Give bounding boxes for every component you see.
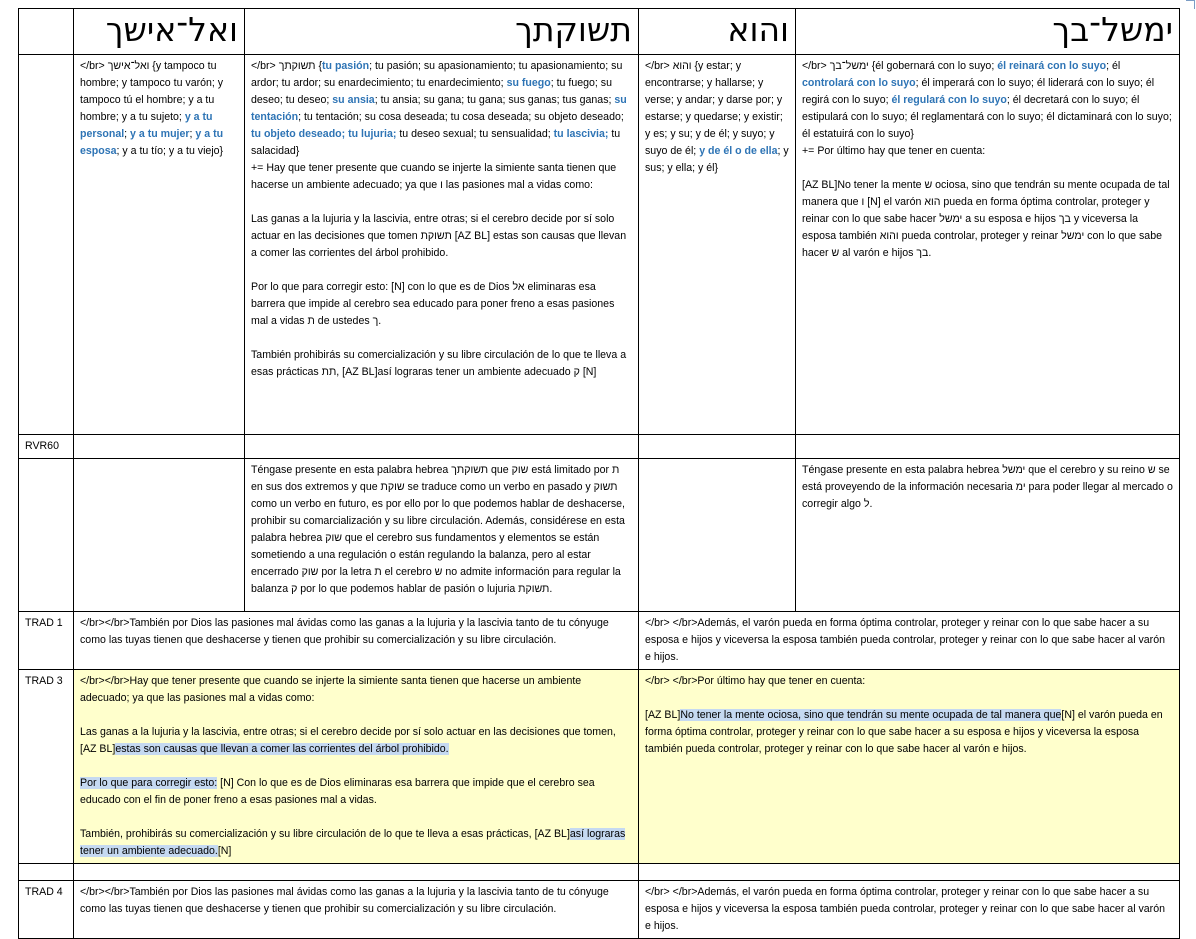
definition-cell-1[interactable]: [74, 55, 245, 435]
emphasized-meaning: y a tu esposa: [80, 128, 224, 157]
row-label-trad4: TRAD 4: [19, 881, 74, 939]
emphasized-meaning: controlará con lo suyo: [802, 77, 916, 89]
highlighted-text: estas son causas que llevan a comer las corrientes del árbol prohibido.: [115, 743, 449, 755]
trad3-left-paragraph-2: Las ganas a la lujuria y la lascivia, entre otras; si el cerebro decide por sí solo actuar en las decisiones que tomen, [AZ BL]estas son causas que llevan a comer las corrientes del árbol prohibido.: [80, 726, 616, 755]
trad4-left-cell[interactable]: </br></br>También por Dios las pasiones mal ávidas como las ganas a la lujuria y la lascivia tanto de tu cónyuge como las tuyas tienen que deshacerse y tienen que prohibir su comercialización y su libre circulación.: [74, 881, 639, 939]
notes-cell-2[interactable]: [245, 459, 639, 612]
notes-cell-1[interactable]: [74, 459, 245, 612]
blank-left-cell[interactable]: [74, 864, 639, 881]
notes-row: [19, 459, 1180, 612]
commentary-paragraph-6: [AZ BL]No tener la mente ש ociosa, sino que tendrán su mente ocupada de tal manera que ו [N] el varón הוא pueda en forma óptima controlar, proteger y reinar con lo que sabe hacer ימשל a su esposa e hijos בך y viceversa la esposa también והוא pueda controlar, proteger y reinar ימשל con lo que sabe hacer ש al varón e hijos בך.: [802, 179, 1170, 259]
definition-cell-2[interactable]: [245, 55, 639, 435]
emphasized-meaning: él reinará con lo suyo: [997, 60, 1107, 72]
interlinear-table: [18, 8, 1180, 939]
rvr60-cell-4[interactable]: [796, 435, 1180, 459]
definition-text-3: </br> והוא {y estar; y encontrarse; y hallarse; y verse; y andar; y darse por; y estarse; y quedarse; y existir; y es; y su; y de él; y suyo; y suyo de él; y de él o de ella; y sus; y ella; y él}: [645, 60, 789, 174]
definition-cell-4[interactable]: [796, 55, 1180, 435]
emphasized-meaning: tu pasión: [322, 60, 370, 72]
rvr60-row: [19, 435, 1180, 459]
trad4-row: [19, 881, 1180, 939]
emphasized-meaning: y de él o de ella: [699, 145, 778, 157]
trad1-row: [19, 612, 1180, 670]
row-label-trad1: TRAD 1: [19, 612, 74, 670]
emphasized-meaning: su ansia: [332, 94, 375, 106]
commentary-paragraph-1: += Hay que tener presente que cuando se injerte la simiente santa tienen que hacerse un ambiente adecuado; ya que ו las pasiones mal a vidas como:: [251, 162, 617, 191]
trad3-right-paragraph-1: </br> </br>Por último hay que tener en cuenta:: [645, 675, 866, 687]
trad3-left-cell[interactable]: [74, 670, 639, 864]
emphasized-meaning: su fuego: [506, 77, 551, 89]
definition-text-4: </br> ימשל־בך {él gobernará con lo suyo; él reinará con lo suyo; él controlará con lo suyo; él imperará con lo suyo; él liderará con lo suyo; él regirá con lo suyo; él regulará con lo suyo; él decretará con lo suyo; él estipulará con lo suyo; él reglamentará con lo suyo; él dictaminará con lo suyo; él estatuirá con lo suyo}: [802, 60, 1172, 140]
definition-text-1: </br> ואל־אישך {y tampoco tu hombre; y tampoco tu varón; y tampoco tú el hombre; y a tu hombre; y a tu sujeto; y a tu personal; y a tu mujer; y a tu esposa; y a tu tío; y a tu viejo}: [80, 60, 224, 157]
blank-row: [19, 864, 1180, 881]
notes-label-cell: [19, 459, 74, 612]
commentary-paragraph-3: Por lo que para corregir esto: [N] con lo que es de Dios אל eliminaras esa barrera que impide al cerebro sea educado para poner freno a esas pasiones mal a vidas ת de ustedes ך.: [251, 281, 615, 327]
rvr60-cell-1[interactable]: [74, 435, 245, 459]
highlighted-text: Por lo que para corregir esto:: [80, 777, 218, 789]
trad1-left-cell[interactable]: </br></br>También por Dios las pasiones mal ávidas como las ganas a la lujuria y la lascivia tanto de tu cónyuge como las tuyas tienen que deshacerse y tienen que prohibir su comercialización y su libre circulación.: [74, 612, 639, 670]
emphasized-meaning: tu objeto deseado; tu lujuria;: [251, 128, 397, 140]
corner-mark-icon: [1186, 0, 1195, 9]
trad3-right-paragraph-2: [AZ BL]No tener la mente ociosa, sino que tendrán su mente ocupada de tal manera que[N] el varón pueda en forma óptima controlar, proteger y reinar con lo que sabe hacer a su esposa e hijos y viceversa la esposa también pueda controlar, proteger y reinar con lo que sabe hacer al varón e hijos.: [645, 709, 1163, 755]
trad4-right-cell[interactable]: </br> </br>Además, el varón pueda en forma óptima controlar, proteger y reinar con lo que sabe hacer a su esposa e hijos y viceversa la esposa también pueda controlar, proteger y reinar con lo que sabe hacer al varón e hijos.: [639, 881, 1180, 939]
hebrew-word-2[interactable]: תשוקתך: [245, 9, 639, 55]
trad3-left-paragraph-4: También, prohibirás su comercialización y su libre circulación de lo que te lleva a esas prácticas, [AZ BL]así lograras tener un ambiente adecuado.[N]: [80, 828, 626, 857]
emphasized-meaning: su tentación: [251, 94, 627, 123]
note-text-4: Téngase presente en esta palabra hebrea ימשל que el cerebro y su reino ש se está proveyendo de la información necesaria ימ para poder llegar al mercado o corregir algo ל.: [802, 464, 1173, 510]
notes-cell-3[interactable]: [639, 459, 796, 612]
definitions-label-cell: [19, 55, 74, 435]
row-label-rvr60: RVR60: [19, 435, 74, 459]
definitions-row: [19, 55, 1180, 435]
blank-right-cell[interactable]: [639, 864, 1180, 881]
emphasized-meaning: tu lascivia;: [553, 128, 609, 140]
hebrew-word-4[interactable]: ימשל־בך: [796, 9, 1180, 55]
commentary-paragraph-4: También prohibirás su comercialización y su libre circulación de lo que te lleva a esas prácticas תת, [AZ BL]así lograras tener un ambiente adecuado ק [N]: [251, 349, 627, 378]
notes-cell-4[interactable]: [796, 459, 1180, 612]
emphasized-meaning: y a tu personal: [80, 111, 213, 140]
trad3-right-cell[interactable]: [639, 670, 1180, 864]
header-row: [19, 9, 1180, 55]
row-label-trad3: TRAD 3: [19, 670, 74, 864]
header-label-cell: [19, 9, 74, 55]
rvr60-cell-3[interactable]: [639, 435, 796, 459]
hebrew-word-3[interactable]: והוא: [639, 9, 796, 55]
trad3-row: [19, 670, 1180, 864]
highlighted-text: así lograras tener un ambiente adecuado.: [80, 828, 626, 857]
highlighted-text: No tener la mente ociosa, sino que tendrán su mente ocupada de tal manera que: [680, 709, 1062, 721]
commentary-paragraph-2: Las ganas a la lujuria y la lascivia, entre otras; si el cerebro decide por sí solo actuar en las decisiones que tomen תשוקת [AZ BL] estas son causas que llevan a comer las corrientes del árbol prohibido.: [251, 213, 627, 259]
trad3-left-paragraph-1: </br></br>Hay que tener presente que cuando se injerte la simiente santa tienen que hacerse un ambiente adecuado; ya que las pasiones mal a vidas como:: [80, 675, 582, 704]
trad3-left-paragraph-3: Por lo que para corregir esto: [N] Con lo que es de Dios eliminaras esa barrera que impide que el cerebro sea educado con el fin de poner freno a esas pasiones mal a vidas.: [80, 777, 595, 806]
blank-label-cell: [19, 864, 74, 881]
note-text-2: Téngase presente en esta palabra hebrea תשוקתך que שוק está limitado por ת en sus dos extremos y que שוקת se traduce como un verbo en pasado y תשוק como un verbo en futuro, es por ello por lo que podemos hablar de deshacerse, prohibir su comarcialización y su libre circulación. Además, considérese en esta palabra hebrea שוק que el cerebro sus fundamentos y elementos se están sometiendo a una regulación o están regulando la balanza, pero al estar encerrado שוק por la letra ת el cerebro ש no admite información para regular la balanza ק por lo que podemos hablar de pasión o lujuria תשוקת.: [251, 464, 625, 595]
trad1-right-cell[interactable]: </br> </br>Además, el varón pueda en forma óptima controlar, proteger y reinar con lo que sabe hacer a su esposa e hijos y viceversa la esposa también pueda controlar, proteger y reinar con lo que sabe hacer al varón e hijos.: [639, 612, 1180, 670]
emphasized-meaning: él regulará con lo suyo: [891, 94, 1007, 106]
definition-text-2: </br> תשוקתך {tu pasión; tu pasión; su apasionamiento; tu apasionamiento; su ardor; tu ardor; su enardecimiento; tu enardecimiento; su fuego; tu fuego; su deseo; tu deseo; su ansia; tu ansia; su gana; tu gana; sus ganas; tus ganas; su tentación; tu tentación; su cosa deseada; tu cosa deseada; su objeto deseado; tu objeto deseado; tu lujuria; tu deseo sexual; tu sensualidad; tu lascivia; tu salacidad}: [251, 60, 627, 157]
definition-cell-3[interactable]: [639, 55, 796, 435]
commentary-paragraph-5: += Por último hay que tener en cuenta:: [802, 145, 986, 157]
rvr60-cell-2[interactable]: [245, 435, 639, 459]
emphasized-meaning: y a tu mujer: [130, 128, 190, 140]
hebrew-word-1[interactable]: ואל־אישך: [74, 9, 245, 55]
